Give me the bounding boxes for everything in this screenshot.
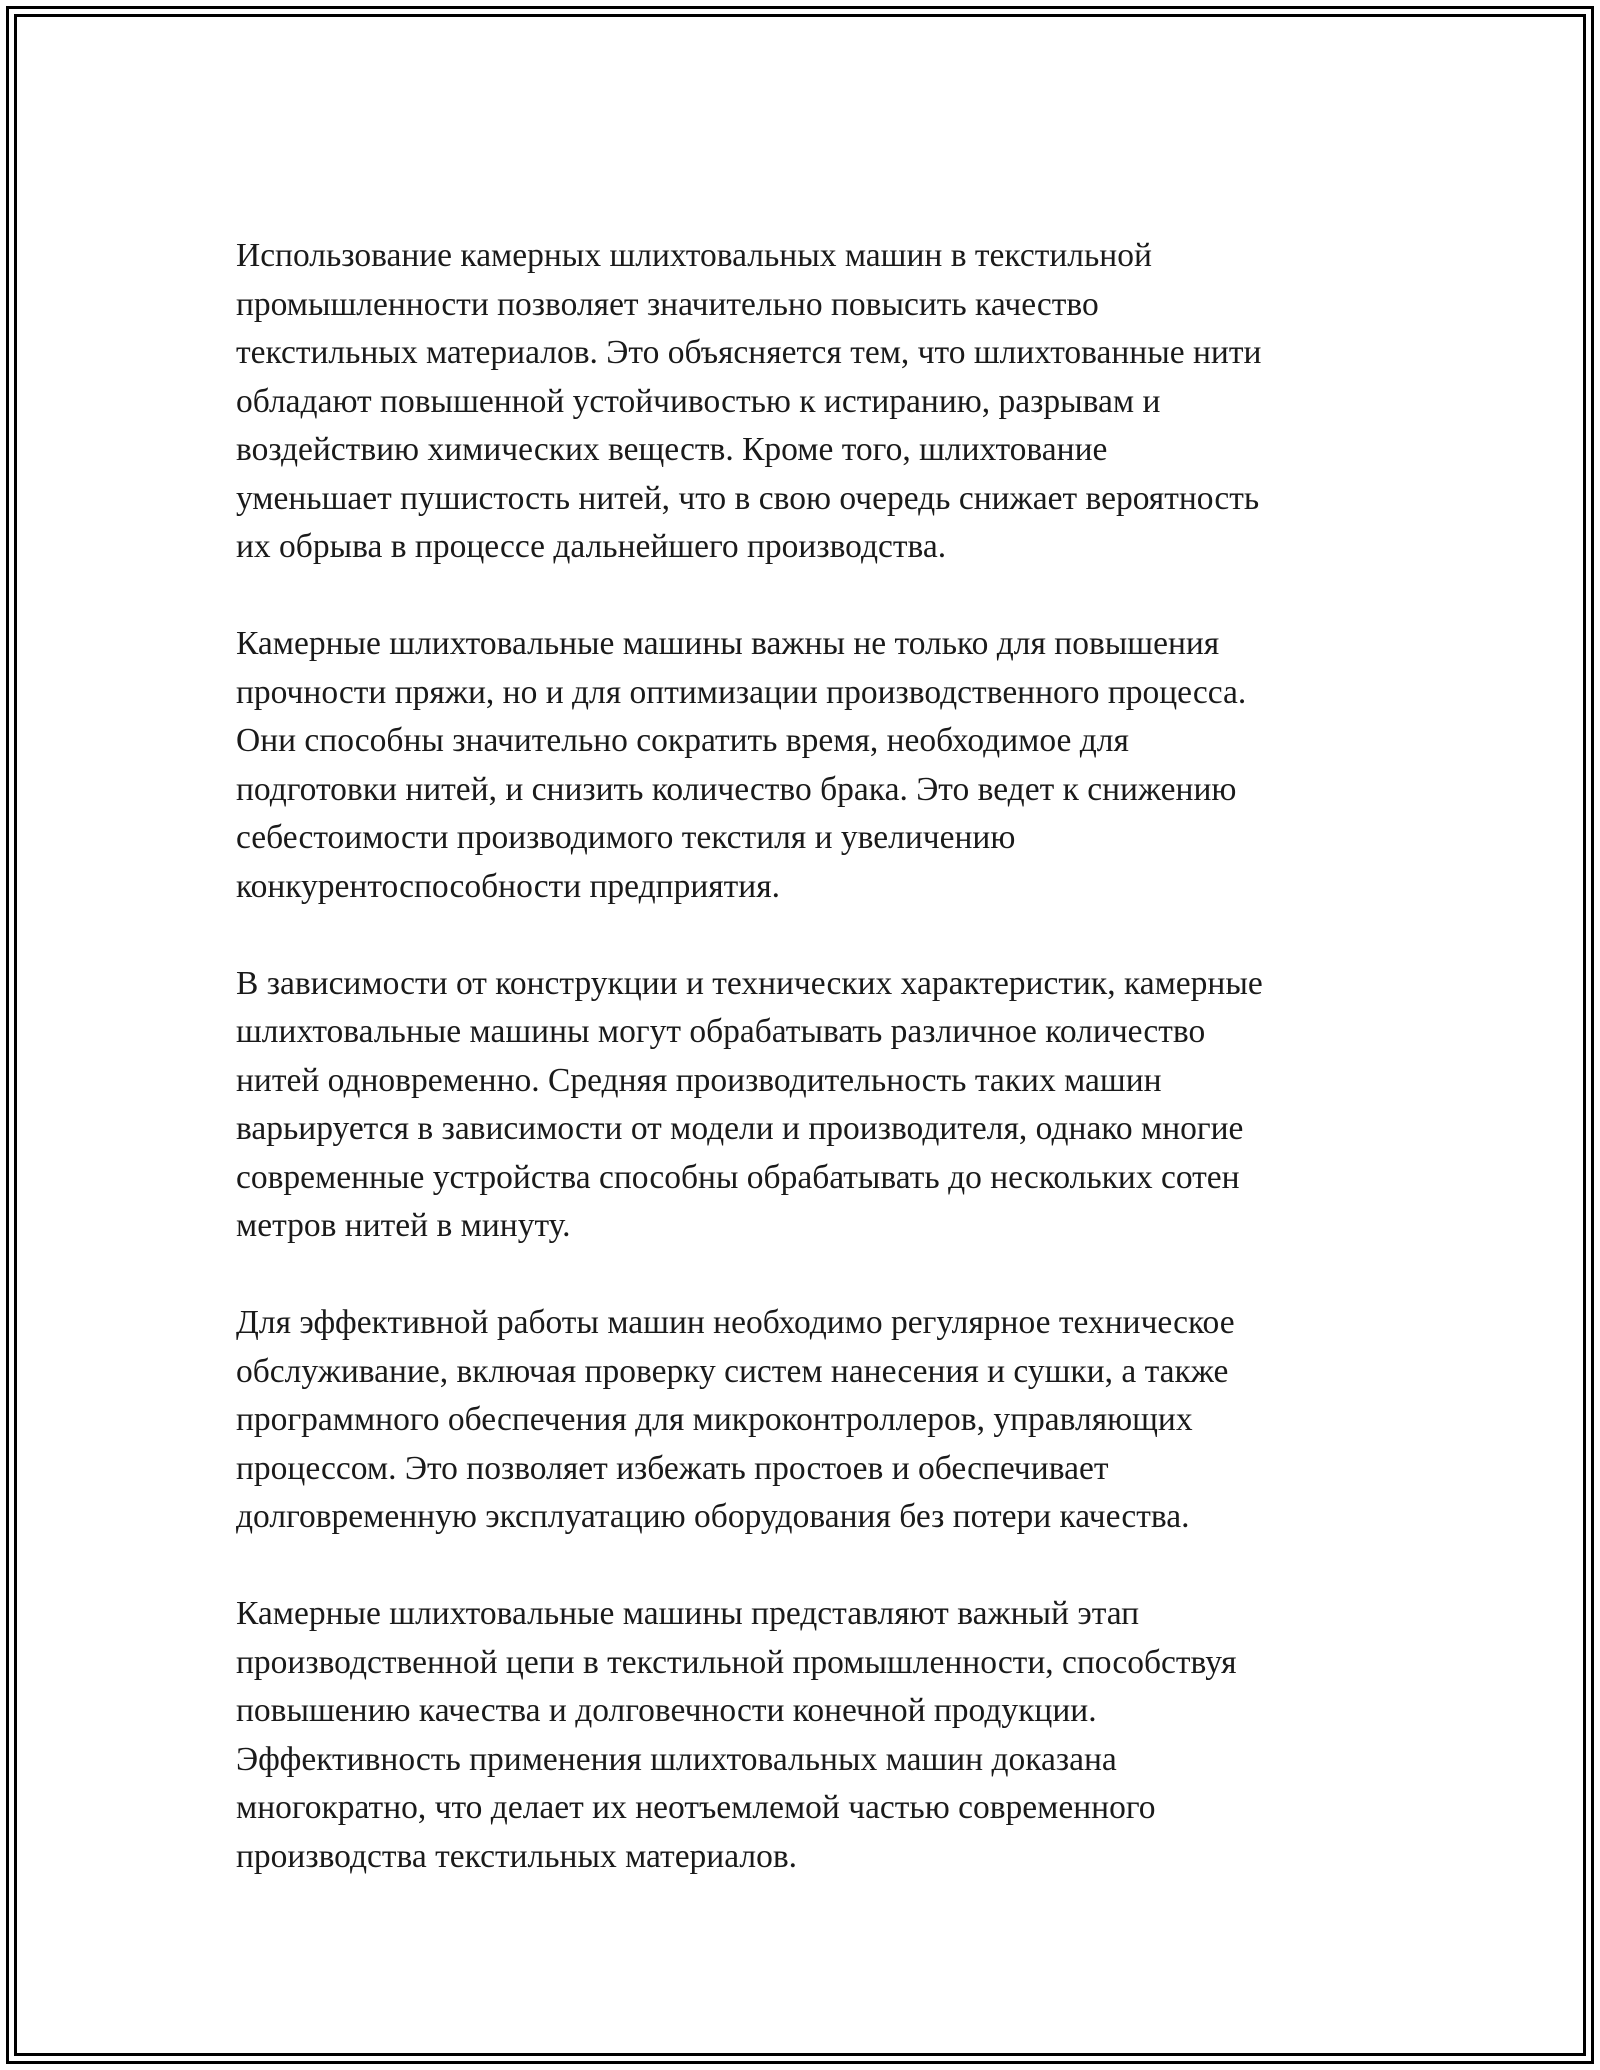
text-line: уменьшает пушистость нитей, что в свою очередь снижает вероятность bbox=[236, 479, 1260, 517]
text-line: подготовки нитей, и снизить количество брака. Это ведет к снижению bbox=[236, 770, 1237, 808]
text-line: шлихтовальные машины могут обрабатывать различное количество bbox=[236, 1013, 1206, 1050]
text-line: Для эффективной работы машин необходимо регулярное техническое bbox=[236, 1304, 1235, 1341]
text-line: прочности пряжи, но и для оптимизации производственного процесса. bbox=[236, 673, 1247, 711]
text-line: их обрыва в процессе дальнейшего производства. bbox=[236, 528, 947, 565]
text-line: промышленности позволяет значительно повысить качество bbox=[236, 285, 1099, 323]
text-line: многократно, что делает их неотъемлемой частью современного bbox=[236, 1789, 1156, 1826]
paragraph bbox=[236, 960, 1396, 1251]
text-line: В зависимости от конструкции и технических характеристик, камерные bbox=[236, 964, 1263, 1002]
text-line: обслуживание, включая проверку систем нанесения и сушки, а также bbox=[236, 1352, 1229, 1390]
paragraph bbox=[236, 1299, 1396, 1542]
document-body bbox=[236, 232, 1396, 1930]
text-line: себестоимости производимого текстиля и увеличению bbox=[236, 819, 1016, 856]
text-line: обладают повышенной устойчивостью к истиранию, разрывам и bbox=[236, 382, 1161, 420]
text-line: производства текстильных материалов. bbox=[236, 1837, 798, 1875]
text-line: конкурентоспособности предприятия. bbox=[236, 867, 781, 905]
paragraph bbox=[236, 232, 1396, 572]
text-line: воздействию химических веществ. Кроме того, шлихтование bbox=[236, 431, 1108, 468]
text-line: нитей одновременно. Средняя производительность таких машин bbox=[236, 1061, 1162, 1099]
paragraph bbox=[236, 620, 1396, 911]
paragraph bbox=[236, 1590, 1396, 1881]
text-line: повышению качества и долговечности конечной продукции. bbox=[236, 1692, 1097, 1729]
text-line: метров нитей в минуту. bbox=[236, 1207, 571, 1244]
text-line: текстильных материалов. Это объясняется тем, что шлихтованные нити bbox=[236, 334, 1262, 371]
text-line: Камерные шлихтовальные машины важны не только для повышения bbox=[236, 625, 1220, 662]
text-line: Использование камерных шлихтовальных машин в текстильной bbox=[236, 237, 1152, 274]
text-line: варьируется в зависимости от модели и производителя, однако многие bbox=[236, 1110, 1244, 1147]
text-line: программного обеспечения для микроконтроллеров, управляющих bbox=[236, 1401, 1193, 1438]
text-line: процессом. Это позволяет избежать простоев и обеспечивает bbox=[236, 1449, 1109, 1487]
text-line: долговременную эксплуатацию оборудования без потери качества. bbox=[236, 1498, 1190, 1535]
text-line: современные устройства способны обрабатывать до нескольких сотен bbox=[236, 1158, 1240, 1196]
text-line: Эффективность применения шлихтовальных машин доказана bbox=[236, 1740, 1117, 1778]
text-line: Камерные шлихтовальные машины представляют важный этап bbox=[236, 1595, 1140, 1632]
text-line: производственной цепи в текстильной промышленности, способствуя bbox=[236, 1643, 1237, 1681]
text-line: Они способны значительно сократить время, необходимое для bbox=[236, 722, 1129, 759]
